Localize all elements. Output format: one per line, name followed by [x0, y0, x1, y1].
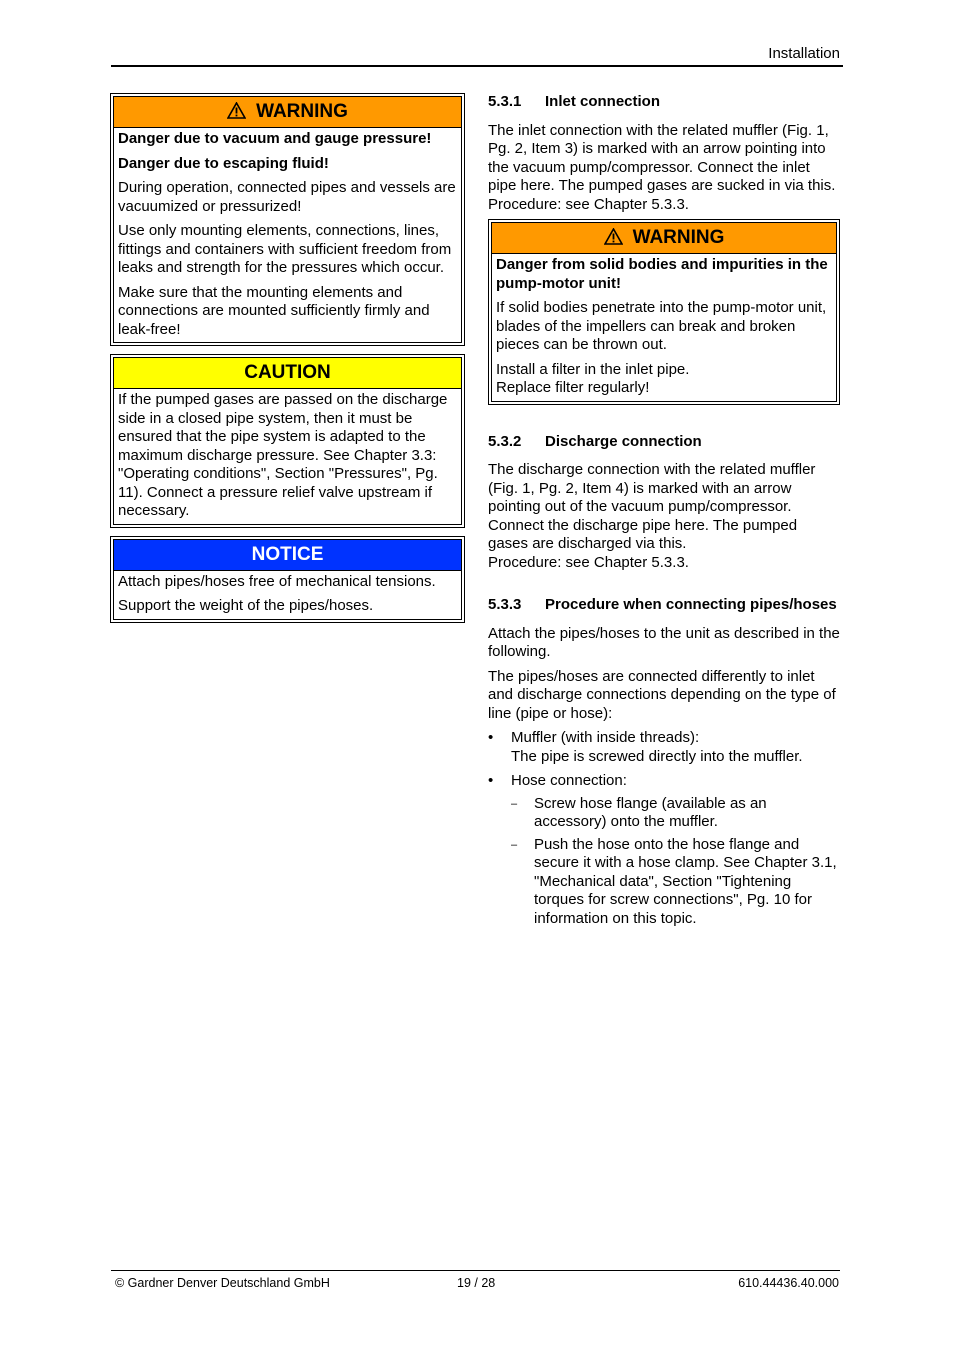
section-title: Procedure when connecting pipes/hoses [545, 596, 837, 613]
list-item [488, 772, 840, 928]
warning-hazard-1: Danger due to vacuum and gauge pressure! [118, 130, 432, 147]
warning-box-solids [488, 219, 840, 405]
notice-header: NOTICE [114, 540, 461, 571]
warning-hazard-2: Danger due to escaping fluid! [118, 154, 329, 172]
inlet-procedure: Procedure: see Chapter 5.3.3. [488, 195, 689, 213]
warning-action-1: Install a filter in the inlet pipe. [496, 360, 690, 378]
list-item: – Screw hose flange (available as an accessory) onto the muffler. [511, 795, 840, 832]
bullet-muffler-text: The pipe is screwed directly into the muffler. [511, 747, 803, 765]
warning-hazard: Danger from solid bodies and impurities in the pump-motor unit! [496, 256, 828, 292]
hose-steps-list [511, 795, 840, 929]
footer-copyright: © Gardner Denver Deutschland GmbH [115, 1276, 330, 1290]
section-heading-5-3-2 [488, 433, 840, 452]
list-item [488, 729, 840, 766]
section-heading-5-3-1 [488, 93, 840, 112]
caution-header: CAUTION [114, 358, 461, 389]
section-title: Discharge connection [545, 432, 702, 450]
section-number: 5.3.3 [488, 596, 522, 613]
footer-document-number: 610.44436.40.000 [738, 1276, 839, 1290]
warning-triangle-icon [227, 102, 246, 119]
warning-title: WARNING [256, 101, 348, 122]
procedure-intro: Attach the pipes/hoses to the unit as described in the following. [488, 624, 840, 660]
right-column [488, 93, 840, 934]
warning-action-2: Replace filter regularly! [496, 379, 650, 396]
warning-text-2: Use only mounting elements, connections, lines, fittings and containers with sufficient freedom from leaks and strength for the pressures which occur. [118, 222, 452, 276]
header-section-title: Installation [768, 45, 840, 62]
caution-box [110, 354, 465, 528]
warning-box-pressure [110, 93, 465, 346]
connection-type-list [488, 729, 840, 928]
caution-text: If the pumped gases are passed on the discharge side in a closed pipe system, then it must be ensured that the pipe system is adapted to the maximum discharge pressure. See Chapter 3.3: "Operating conditions", Section "Pressures", Pg. 11). Connect a pressure relief valve upstream if necessary. [118, 391, 448, 519]
section-heading-5-3-3 [488, 596, 840, 615]
left-column [110, 93, 465, 631]
bullet-hose-title: • Hose connection: [511, 772, 627, 789]
footer-rule [111, 1270, 840, 1271]
discharge-text: The discharge connection with the related muffler (Fig. 1, Pg. 2, Item 4) is marked with an arrow pointing out of the vacuum pump/compressor. Connect the discharge pipe here. The pumped gases are discharged via this. [488, 461, 816, 552]
warning-header [492, 223, 836, 254]
procedure-description: The pipes/hoses are connected differently to inlet and discharge connections depending on the type of line (pipe or hose): [488, 667, 836, 722]
section-number: 5.3.1 [488, 93, 522, 110]
header-rule [111, 65, 843, 67]
section-number: 5.3.2 [488, 432, 522, 450]
warning-text-3: Make sure that the mounting elements and connections are mounted sufficiently firmly and leak-free! [118, 283, 430, 338]
warning-triangle-icon [604, 228, 623, 245]
notice-box [110, 536, 465, 623]
warning-title: WARNING [632, 227, 725, 248]
warning-text: If solid bodies penetrate into the pump-motor unit, blades of the impellers can break and broken pieces can be thrown out. [496, 299, 827, 353]
warning-header [114, 97, 461, 128]
bullet-muffler-title: • Muffler (with inside threads): [511, 729, 700, 746]
section-title: Inlet connection [545, 93, 661, 110]
footer-page-number: 19 / 28 [457, 1276, 496, 1290]
notice-text-1: Attach pipes/hoses free of mechanical tensions. [118, 572, 436, 590]
inlet-text: The inlet connection with the related muffler (Fig. 1, Pg. 2, Item 3) is marked with an arrow pointing into the vacuum pump/compressor. Connect the inlet pipe here. The pumped gases are sucked in via this. [488, 121, 836, 194]
discharge-procedure: Procedure: see Chapter 5.3.3. [488, 553, 689, 571]
warning-text-1: During operation, connected pipes and vessels are vacuumized or pressurized! [118, 179, 456, 215]
notice-text-2: Support the weight of the pipes/hoses. [118, 597, 374, 614]
list-item: – Push the hose onto the hose flange and secure it with a hose clamp. See Chapter 3.1, "Mechanical data", Section "Tightening torques for screw connections", Pg. 10 for information on this topic. [511, 836, 840, 929]
